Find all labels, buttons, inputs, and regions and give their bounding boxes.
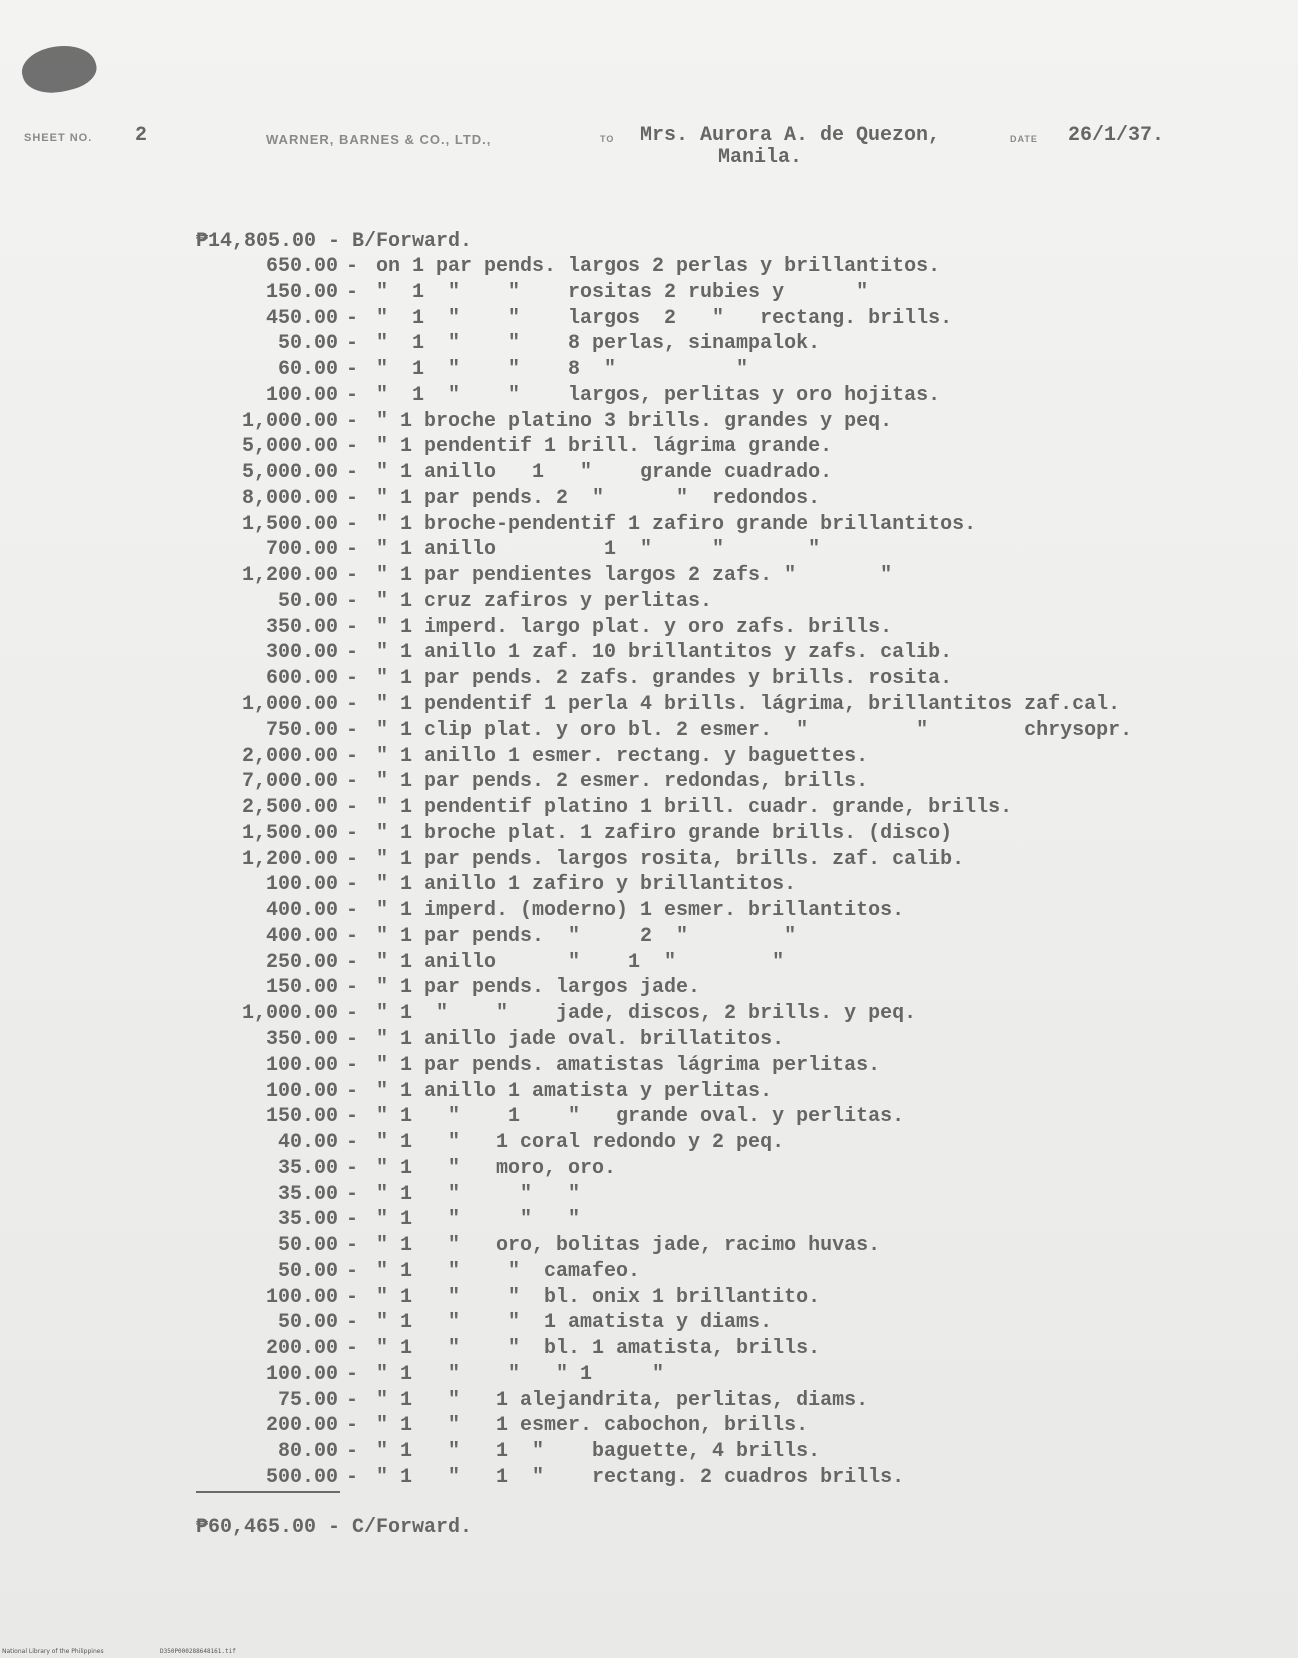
recipient-city: Manila. xyxy=(718,146,803,169)
ledger-row xyxy=(196,1440,1256,1466)
ledger-description: " 1 pendentif 1 brill. lágrima grande. xyxy=(376,435,833,459)
ledger-amount: 7,000.00 xyxy=(241,770,338,794)
ledger-separator: - xyxy=(346,615,359,639)
ledger-amount: 8,000.00 xyxy=(241,486,338,510)
ledger-row xyxy=(196,1002,1256,1028)
ledger-separator: - xyxy=(346,1259,359,1283)
ledger-row xyxy=(196,410,1256,436)
ledger-separator: - xyxy=(346,409,359,433)
ledger-description: " 1 " oro, bolitas jade, racimo huvas. xyxy=(376,1234,881,1258)
ledger-amount: 700.00 xyxy=(265,538,338,562)
ledger-separator: - xyxy=(346,461,359,485)
ledger-description: " 1 par pends. largos rosita, brills. zaf. calib. xyxy=(376,847,965,871)
ledger-description: " 1 " 1 esmer. cabochon, brills. xyxy=(376,1414,809,1438)
ledger-amount: 100.00 xyxy=(265,383,338,407)
ledger-amount: 50.00 xyxy=(277,1311,338,1335)
ledger-separator: - xyxy=(346,255,359,278)
ledger-separator: - xyxy=(346,306,359,330)
ledger-description: " 1 anillo jade oval. brillatitos. xyxy=(376,1027,785,1051)
ledger-separator: - xyxy=(346,1414,359,1438)
ledger-amount: 200.00 xyxy=(265,1414,338,1438)
ledger-description: " 1 clip plat. y oro bl. 2 esmer. " " chrysopr. xyxy=(376,718,1133,742)
ledger-separator: - xyxy=(346,486,359,510)
ledger-separator: - xyxy=(346,1208,359,1232)
ledger-amount: 100.00 xyxy=(265,1053,338,1077)
ledger-row xyxy=(196,1080,1256,1106)
ledger-description: " 1 par pends. " 2 " " xyxy=(376,924,797,948)
ledger-amount: 75.00 xyxy=(277,1388,338,1412)
ledger-row xyxy=(196,693,1256,719)
ledger-amount: 100.00 xyxy=(265,873,338,897)
company-name: WARNER, BARNES & CO., LTD., xyxy=(266,132,492,147)
ledger-description: " 1 anillo 1 esmer. rectang. y baguettes. xyxy=(376,744,869,768)
ledger-list xyxy=(196,255,1256,1492)
ledger-amount: 100.00 xyxy=(265,1079,338,1103)
ledger-row xyxy=(196,873,1256,899)
ledger-description: " 1 imperd. (moderno) 1 esmer. brillantitos. xyxy=(376,899,905,923)
ledger-row xyxy=(196,1157,1256,1183)
ledger-separator: - xyxy=(346,770,359,794)
ledger-row xyxy=(196,1286,1256,1312)
ledger-amount: 400.00 xyxy=(265,899,338,923)
ledger-description: on 1 par pends. largos 2 perlas y brillantitos. xyxy=(376,255,941,278)
footer-source: National Library of the Philippines xyxy=(2,1648,104,1655)
ledger-amount: 5,000.00 xyxy=(241,435,338,459)
ledger-description: " 1 par pends. largos jade. xyxy=(376,976,701,1000)
ledger-separator: - xyxy=(346,1388,359,1412)
ledger-amount: 50.00 xyxy=(277,1234,338,1258)
ledger-row xyxy=(196,1208,1256,1234)
ledger-description: " 1 " moro, oro. xyxy=(376,1156,617,1180)
ledger-row xyxy=(196,1028,1256,1054)
ledger-amount: 500.00 xyxy=(265,1465,338,1489)
ledger-separator: - xyxy=(346,332,359,356)
ledger-row xyxy=(196,822,1256,848)
ledger-amount: 50.00 xyxy=(277,589,338,613)
ledger-amount: 600.00 xyxy=(265,667,338,691)
ledger-amount: 35.00 xyxy=(277,1156,338,1180)
ledger-description: " 1 " " rositas 2 rubies y " xyxy=(376,280,869,304)
ledger-row xyxy=(196,487,1256,513)
ledger-row xyxy=(196,358,1256,384)
carried-forward-line: ₱60,465.00 - C/Forward. xyxy=(196,1516,473,1539)
ledger-separator: - xyxy=(346,976,359,1000)
ledger-separator: - xyxy=(346,1311,359,1335)
ledger-row xyxy=(196,1337,1256,1363)
ledger-separator: - xyxy=(346,641,359,665)
ledger-description: " 1 " " " xyxy=(376,1182,581,1206)
ledger-separator: - xyxy=(346,744,359,768)
ledger-description: " 1 " " largos 2 " rectang. brills. xyxy=(376,306,953,330)
ledger-row xyxy=(196,255,1256,281)
ledger-row xyxy=(196,564,1256,590)
ledger-row xyxy=(196,384,1256,410)
ledger-separator: - xyxy=(346,1002,359,1026)
ledger-description: " 1 " " camafeo. xyxy=(376,1259,641,1283)
ledger-amount: 1,200.00 xyxy=(241,564,338,588)
ledger-amount: 100.00 xyxy=(265,1362,338,1386)
ledger-amount: 80.00 xyxy=(277,1440,338,1464)
ledger-description: " 1 broche platino 3 brills. grandes y peq. xyxy=(376,409,893,433)
ledger-description: " 1 " " bl. 1 amatista, brills. xyxy=(376,1337,821,1361)
footer-filename: D350P000288648161.tif xyxy=(160,1648,236,1655)
ledger-separator: - xyxy=(346,924,359,948)
ledger-description: " 1 anillo 1 " grande cuadrado. xyxy=(376,461,833,485)
ledger-separator: - xyxy=(346,1079,359,1103)
to-label: TO xyxy=(600,134,615,144)
ledger-row xyxy=(196,1234,1256,1260)
ledger-separator: - xyxy=(346,383,359,407)
ledger-separator: - xyxy=(346,1053,359,1077)
ledger-description: " 1 par pends. 2 " " redondos. xyxy=(376,486,821,510)
ledger-row xyxy=(196,616,1256,642)
ledger-row xyxy=(196,1311,1256,1337)
ledger-row xyxy=(196,590,1256,616)
ledger-row xyxy=(196,951,1256,977)
ledger-separator: - xyxy=(346,1362,359,1386)
ledger-description: " 1 par pends. 2 esmer. redondas, brills. xyxy=(376,770,869,794)
ledger-row xyxy=(196,848,1256,874)
ledger-description: " 1 anillo 1 zaf. 10 brillantitos y zafs. calib. xyxy=(376,641,953,665)
ledger-amount: 1,000.00 xyxy=(241,693,338,717)
ledger-separator: - xyxy=(346,1105,359,1129)
ledger-separator: - xyxy=(346,564,359,588)
ledger-description: " 1 anillo 1 " " " xyxy=(376,538,821,562)
ledger-description: " 1 anillo 1 amatista y perlitas. xyxy=(376,1079,773,1103)
ledger-description: " 1 " " largos, perlitas y oro hojitas. xyxy=(376,383,941,407)
ledger-amount: 200.00 xyxy=(265,1337,338,1361)
ledger-amount: 50.00 xyxy=(277,332,338,356)
ledger-row xyxy=(196,1389,1256,1415)
ledger-description: " 1 imperd. largo plat. y oro zafs. brills. xyxy=(376,615,893,639)
ledger-row xyxy=(196,925,1256,951)
ledger-amount: 5,000.00 xyxy=(241,461,338,485)
ledger-separator: - xyxy=(346,358,359,382)
ledger-row xyxy=(196,1054,1256,1080)
ledger-description: " 1 " " " 1 " xyxy=(376,1362,665,1386)
ledger-amount: 350.00 xyxy=(265,615,338,639)
ledger-separator: - xyxy=(346,693,359,717)
ledger-row xyxy=(196,435,1256,461)
ledger-separator: - xyxy=(346,718,359,742)
ledger-description: " 1 " " jade, discos, 2 brills. y peq. xyxy=(376,1002,917,1026)
ledger-amount: 300.00 xyxy=(265,641,338,665)
ledger-row xyxy=(196,976,1256,1002)
ledger-description: " 1 " 1 " baguette, 4 brills. xyxy=(376,1440,821,1464)
ledger-separator: - xyxy=(346,538,359,562)
ledger-amount: 40.00 xyxy=(277,1131,338,1155)
ledger-amount: 35.00 xyxy=(277,1182,338,1206)
ledger-amount: 35.00 xyxy=(277,1208,338,1232)
ledger-row xyxy=(196,899,1256,925)
ledger-separator: - xyxy=(346,899,359,923)
ledger-description: " 1 " 1 " grande oval. y perlitas. xyxy=(376,1105,905,1129)
ledger-separator: - xyxy=(346,1465,359,1489)
ledger-separator: - xyxy=(346,1285,359,1309)
ledger-amount: 150.00 xyxy=(265,280,338,304)
date-label: DATE xyxy=(1010,134,1038,144)
ledger-row xyxy=(196,745,1256,771)
sheet-number-label: SHEET NO. xyxy=(24,132,93,144)
recipient-name: Mrs. Aurora A. de Quezon, xyxy=(640,124,941,147)
ledger-separator: - xyxy=(346,280,359,304)
ledger-amount: 150.00 xyxy=(265,1105,338,1129)
ledger-description: " 1 " " 8 perlas, sinampalok. xyxy=(376,332,821,356)
ledger-separator: - xyxy=(346,1131,359,1155)
ledger-description: " 1 anillo " 1 " " xyxy=(376,950,785,974)
ledger-amount: 350.00 xyxy=(265,1027,338,1051)
ledger-amount: 450.00 xyxy=(265,306,338,330)
ledger-separator: - xyxy=(346,512,359,536)
ledger-row xyxy=(196,796,1256,822)
date-value: 26/1/37. xyxy=(1068,124,1165,147)
ledger-amount: 400.00 xyxy=(265,924,338,948)
ledger-separator: - xyxy=(346,1440,359,1464)
ledger-amount: 60.00 xyxy=(277,358,338,382)
ledger-description: " 1 pendentif 1 perla 4 brills. lágrima, brillantitos zaf.cal. xyxy=(376,693,1121,717)
ledger-row xyxy=(196,538,1256,564)
ledger-row xyxy=(196,332,1256,358)
ledger-description: " 1 " " " xyxy=(376,1208,581,1232)
ledger-description: " 1 broche plat. 1 zafiro grande brills. (disco) xyxy=(376,821,953,845)
ledger-separator: - xyxy=(346,873,359,897)
ledger-separator: - xyxy=(346,1337,359,1361)
sheet-number: 2 xyxy=(135,124,148,147)
ledger-row xyxy=(196,719,1256,745)
ledger-row xyxy=(196,307,1256,333)
ledger-row xyxy=(196,1183,1256,1209)
ledger-separator: - xyxy=(346,1027,359,1051)
ledger-separator: - xyxy=(346,950,359,974)
ledger-description: " 1 " 1 " rectang. 2 cuadros brills. xyxy=(376,1465,905,1489)
ledger-row xyxy=(196,461,1256,487)
ledger-amount: 250.00 xyxy=(265,950,338,974)
ledger-amount: 1,200.00 xyxy=(241,847,338,871)
ledger-amount: 1,500.00 xyxy=(241,821,338,845)
ledger-amount: 650.00 xyxy=(265,255,338,278)
ledger-separator: - xyxy=(346,847,359,871)
ledger-amount: 150.00 xyxy=(265,976,338,1000)
ledger-description: " 1 " " bl. onix 1 brillantito. xyxy=(376,1285,821,1309)
ledger-amount: 50.00 xyxy=(277,1259,338,1283)
ledger-row xyxy=(196,1466,1256,1492)
ledger-separator: - xyxy=(346,589,359,613)
ledger-row xyxy=(196,281,1256,307)
ledger-amount: 2,000.00 xyxy=(241,744,338,768)
ledger-amount: 100.00 xyxy=(265,1285,338,1309)
ledger-separator: - xyxy=(346,435,359,459)
ledger-amount: 1,000.00 xyxy=(241,409,338,433)
ink-smudge xyxy=(18,38,101,101)
ledger-description: " 1 broche-pendentif 1 zafiro grande brillantitos. xyxy=(376,512,977,536)
ledger-row xyxy=(196,513,1256,539)
ledger-amount: 1,500.00 xyxy=(241,512,338,536)
ledger-row xyxy=(196,1414,1256,1440)
ledger-description: " 1 " " 1 amatista y diams. xyxy=(376,1311,773,1335)
ledger-separator: - xyxy=(346,1234,359,1258)
brought-forward-line: ₱14,805.00 - B/Forward. xyxy=(196,230,473,253)
ledger-description: " 1 par pends. 2 zafs. grandes y brills. rosita. xyxy=(376,667,953,691)
ledger-amount: 2,500.00 xyxy=(241,796,338,820)
ledger-description: " 1 par pends. amatistas lágrima perlitas. xyxy=(376,1053,881,1077)
ledger-description: " 1 par pendientes largos 2 zafs. " " xyxy=(376,564,893,588)
ledger-description: " 1 " " 8 " " xyxy=(376,358,749,382)
ledger-separator: - xyxy=(346,1156,359,1180)
ledger-separator: - xyxy=(346,1182,359,1206)
ledger-row xyxy=(196,1363,1256,1389)
ledger-separator: - xyxy=(346,821,359,845)
ledger-description: " 1 pendentif platino 1 brill. cuadr. grande, brills. xyxy=(376,796,1013,820)
ledger-description: " 1 anillo 1 zafiro y brillantitos. xyxy=(376,873,797,897)
ledger-row xyxy=(196,1105,1256,1131)
ledger-row xyxy=(196,667,1256,693)
ledger-row xyxy=(196,1131,1256,1157)
ledger-amount: 1,000.00 xyxy=(241,1002,338,1026)
ledger-separator: - xyxy=(346,667,359,691)
total-underline xyxy=(196,1491,340,1493)
ledger-amount: 750.00 xyxy=(265,718,338,742)
ledger-row xyxy=(196,1260,1256,1286)
ledger-description: " 1 " 1 alejandrita, perlitas, diams. xyxy=(376,1388,869,1412)
ledger-description: " 1 " 1 coral redondo y 2 peq. xyxy=(376,1131,785,1155)
ledger-row xyxy=(196,641,1256,667)
ledger-description: " 1 cruz zafiros y perlitas. xyxy=(376,589,713,613)
ledger-separator: - xyxy=(346,796,359,820)
ledger-row xyxy=(196,770,1256,796)
